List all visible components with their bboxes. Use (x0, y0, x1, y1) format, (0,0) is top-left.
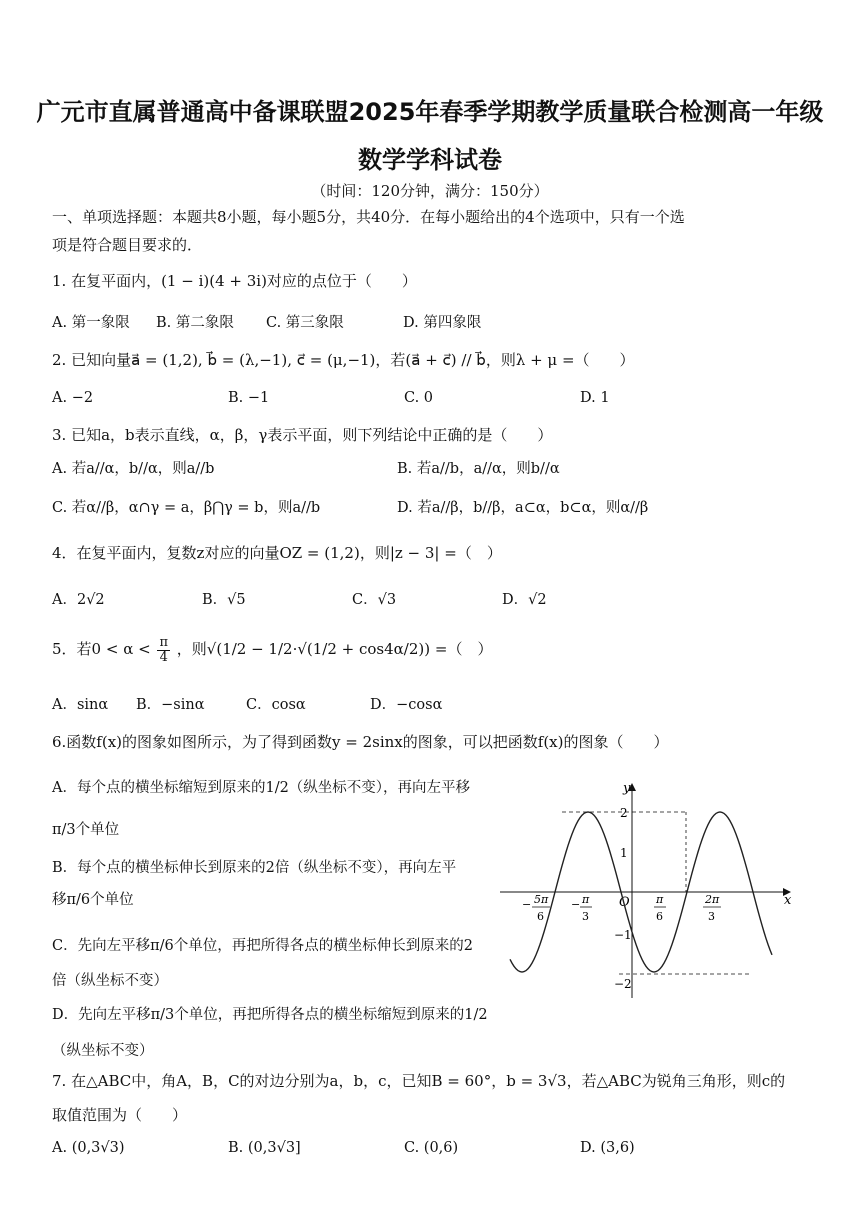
x-tick-pi-6 (654, 893, 666, 923)
question-7-stem-line2: 取值范围为（ ） (52, 1106, 188, 1124)
y-axis-label: y (623, 781, 631, 796)
q3-option-c: C. 若α//β，α∩γ = a，β⋂γ = b，则a//b (52, 500, 321, 516)
svg-text:−: − (571, 898, 581, 911)
q2-option-d: D. 1 (580, 390, 610, 406)
q5-stem-after: ，则√(1/2 − 1/2·√(1/2 + cos4α/2)) =（ ） (176, 640, 493, 659)
svg-text:π: π (656, 893, 664, 906)
q6-option-b-line2: 移π/6个单位 (52, 892, 134, 908)
svg-text:3: 3 (708, 910, 715, 923)
q5-stem-before: 5．若0 < α < (52, 640, 151, 659)
q5-option-c: C．cosα (246, 697, 306, 713)
question-2-stem: 2. 已知向量a⃗ = (1,2), b⃗ = (λ,−1), c⃗ = (μ,−1)，若(a⃗ + c⃗) // b⃗，则λ + μ =（ ） (52, 351, 635, 369)
x-tick-2pi-3 (703, 893, 721, 923)
origin-label: O (619, 895, 630, 910)
q7-option-d: D. (3,6) (580, 1140, 635, 1156)
q5-option-a: A．sinα (52, 697, 109, 713)
q6-option-b-line1: B．每个点的横坐标伸长到原来的2倍（纵坐标不变），再向左平 (52, 860, 457, 876)
q3-option-a: A. 若a//α，b//α，则a//b (52, 461, 215, 477)
q6-option-c-line2: 倍（纵坐标不变） (52, 973, 168, 989)
q3-option-b: B. 若a//b，a//α，则b//α (397, 461, 560, 477)
q4-option-d: D．√2 (502, 592, 547, 608)
svg-text:π: π (582, 893, 590, 906)
svg-text:5π: 5π (534, 893, 549, 906)
section-intro-line2: 项是符合题目要求的． (52, 236, 203, 254)
q5-option-d: D．−cosα (370, 697, 443, 713)
x-tick-neg-pi-3 (571, 893, 592, 923)
q6-option-a-line1: A．每个点的横坐标缩短到原来的1/2（纵坐标不变），再向左平移 (52, 780, 471, 796)
svg-text:3: 3 (582, 910, 589, 923)
q4-option-b: B．√5 (202, 592, 246, 608)
section-intro-line1: 一、单项选择题：本题共8小题，每小题5分，共40分．在每小题给出的4个选项中，只有一个选 (52, 208, 685, 226)
y-tick-2: 2 (620, 806, 628, 820)
q2-option-b: B. −1 (228, 390, 270, 406)
q7-option-b: B. (0,3√3] (228, 1140, 301, 1156)
q3-option-d: D. 若a//β，b//β，a⊂α，b⊂α，则α//β (397, 500, 649, 516)
y-tick-neg1: −1 (614, 928, 632, 942)
svg-text:−: − (522, 898, 532, 911)
x-axis-label: x (784, 893, 792, 908)
y-tick-neg2: −2 (614, 977, 632, 991)
question-7-stem-line1: 7. 在△ABC中，角A，B，C的对边分别为a，b，c，已知B = 60°，b = 3√3，若△ABC为锐角三角形，则c的 (52, 1072, 786, 1090)
question-1-stem: 1. 在复平面内，(1 − i)(4 + 3i)对应的点位于（ ） (52, 272, 417, 290)
q4-option-a: A．2√2 (52, 592, 105, 608)
q7-option-a: A. (0,3√3) (52, 1140, 125, 1156)
question-3-stem: 3. 已知a，b表示直线，α，β，γ表示平面，则下列结论中正确的是（ ） (52, 426, 553, 444)
sine-graph-figure (494, 776, 794, 1016)
svg-text:6: 6 (656, 910, 663, 923)
exam-subtitle: （时间：120分钟，满分：150分） (311, 182, 549, 200)
q6-option-d-line2: （纵坐标不变） (52, 1043, 154, 1059)
question-5-stem (52, 636, 492, 664)
q4-option-c: C．√3 (352, 592, 397, 608)
exam-title-line2: 数学学科试卷 (358, 146, 502, 174)
question-6-stem: 6.函数f(x)的图象如图所示，为了得到函数y = 2sinx的图象，可以把函数f(x)的图象（ ） (52, 733, 669, 751)
q1-option-b: B. 第二象限 (156, 315, 234, 331)
exam-title-line1: 广元市直属普通高中备课联盟2025年春季学期教学质量联合检测高一年级 (36, 98, 824, 126)
q6-option-d-line1: D．先向左平移π/3个单位，再把所得各点的横坐标缩短到原来的1/2 (52, 1007, 488, 1023)
q5-option-b: B．−sinα (136, 697, 205, 713)
q7-option-c: C. (0,6) (404, 1140, 459, 1156)
svg-text:2π: 2π (705, 893, 720, 906)
q2-option-c: C. 0 (404, 390, 434, 406)
q1-option-d: D. 第四象限 (403, 315, 482, 331)
svg-text:6: 6 (537, 910, 544, 923)
question-4-stem: 4．在复平面内，复数z对应的向量OZ = (1,2)，则|z − 3| =（ ） (52, 544, 502, 562)
x-tick-neg-5pi-6 (522, 893, 550, 923)
q2-option-a: A. −2 (52, 390, 94, 406)
q6-option-c-line1: C．先向左平移π/6个单位，再把所得各点的横坐标伸长到原来的2 (52, 938, 473, 954)
q1-option-a: A. 第一象限 (52, 315, 130, 331)
q1-option-c: C. 第三象限 (266, 315, 344, 331)
q5-fraction: $\frac{\pi}{4}$ (159, 635, 168, 665)
y-tick-1: 1 (620, 846, 628, 860)
q6-option-a-line2: π/3个单位 (52, 822, 120, 838)
